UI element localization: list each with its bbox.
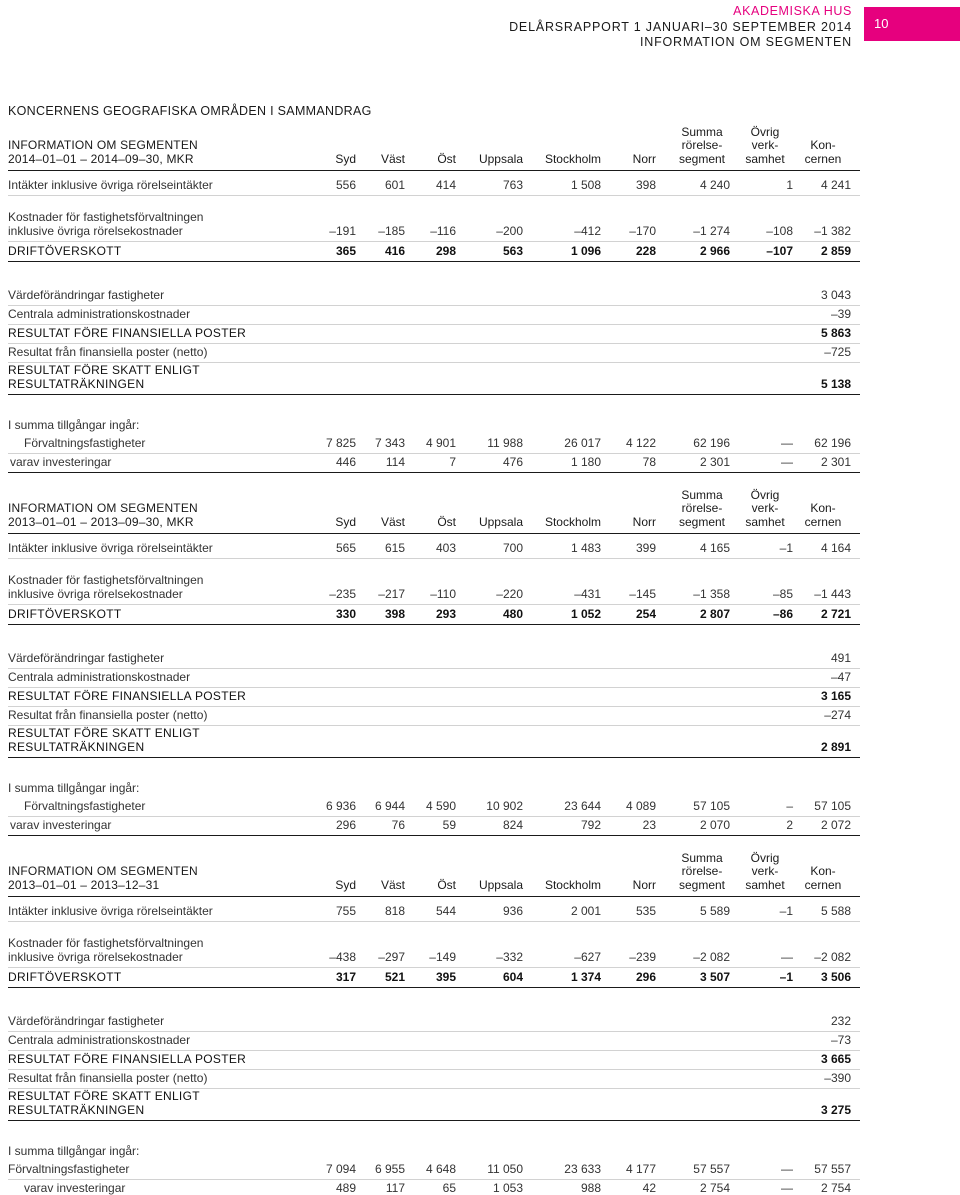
table-row-vardeforandringar: [8, 1006, 860, 1032]
table-row-summa-label: [8, 1135, 860, 1161]
cell-stockholm: –431: [574, 586, 601, 601]
cell-ovrig: —: [781, 1161, 793, 1176]
segment-table: [8, 850, 860, 1195]
cell-syd: 365: [335, 243, 356, 258]
table-row-vardeforandringar: [8, 643, 860, 669]
cell-norr: 23: [642, 817, 656, 832]
cell-summa: 4 165: [699, 540, 730, 555]
table-title-line1: INFORMATION OM SEGMENTEN: [8, 138, 198, 152]
cell-ovrig: –1: [779, 903, 793, 918]
cell-vast: 521: [384, 969, 405, 984]
cell-ost: 59: [442, 817, 456, 832]
cell-stockholm: 1 052: [570, 606, 601, 621]
row-label: varav investeringar: [10, 817, 112, 832]
section-title: INFORMATION OM SEGMENTEN: [639, 35, 852, 49]
table-row-kostnader: [8, 932, 860, 968]
column-header-koncernen: Kon- cernen: [804, 501, 842, 529]
cell-stockholm: 1 096: [570, 243, 601, 258]
column-header-summa: Summa rörelse- segment: [678, 124, 726, 166]
row-label: I summa tillgångar ingår:: [8, 417, 140, 432]
cell-summa: –1 274: [693, 223, 730, 238]
column-header-syd: Syd: [335, 151, 356, 166]
cell-norr: 398: [635, 177, 656, 192]
cell-summa: –2 082: [693, 949, 730, 964]
cell-ost: 403: [435, 540, 456, 555]
cell-norr: 4 122: [625, 435, 656, 450]
table-row-kostnader: [8, 206, 860, 242]
table-row-summa-label: [8, 772, 860, 798]
row-label: DRIFTÖVERSKOTT: [8, 243, 122, 258]
column-header-vast: Väst: [380, 514, 405, 529]
cell-ost: 544: [435, 903, 456, 918]
cell-norr: 399: [635, 540, 656, 555]
main-title: KONCERNENS GEOGRAFISKA OMRÅDEN I SAMMANDRAG: [8, 104, 372, 118]
cell-uppsala: 480: [502, 606, 523, 621]
cell-ovrig: —: [781, 1180, 793, 1195]
cell-ost: 4 648: [425, 1161, 456, 1176]
row-label: varav investeringar: [10, 454, 112, 469]
table-row-drift: [8, 968, 860, 988]
table-header: [8, 124, 860, 170]
cell-koncernen: 3 275: [820, 1102, 851, 1117]
column-header-vast: Väst: [380, 151, 405, 166]
column-header-norr: Norr: [632, 877, 656, 892]
row-label: I summa tillgångar ingår:: [8, 780, 140, 795]
cell-koncernen: 2 301: [820, 454, 851, 469]
cell-summa: 57 557: [693, 1161, 730, 1176]
column-header-uppsala: Uppsala: [478, 877, 523, 892]
cell-ovrig: –108: [766, 223, 793, 238]
cell-syd: 556: [335, 177, 356, 192]
column-header-norr: Norr: [632, 514, 656, 529]
row-label: DRIFTÖVERSKOTT: [8, 606, 122, 621]
cell-ost: 4 901: [425, 435, 456, 450]
cell-ovrig: —: [781, 949, 793, 964]
cell-koncernen: –39: [830, 306, 851, 321]
cell-koncernen: 2 721: [820, 606, 851, 621]
cell-syd: –191: [329, 223, 356, 238]
row-label: Centrala administrationskostnader: [8, 669, 191, 684]
cell-norr: 535: [635, 903, 656, 918]
row-label: RESULTAT FÖRE FINANSIELLA POSTER: [8, 1051, 247, 1066]
column-header-ost: Öst: [437, 877, 456, 892]
cell-koncernen: 5 588: [820, 903, 851, 918]
table-row-varav: [8, 817, 860, 836]
cell-norr: 296: [635, 969, 656, 984]
cell-stockholm: 2 001: [570, 903, 601, 918]
column-header-summa: Summa rörelse- segment: [678, 850, 726, 892]
row-label: varav investeringar: [24, 1180, 126, 1195]
cell-koncernen: –1 443: [814, 586, 851, 601]
page-number: 10: [864, 7, 960, 41]
column-header-uppsala: Uppsala: [478, 151, 523, 166]
cell-koncernen: 232: [830, 1013, 851, 1028]
cell-norr: 42: [642, 1180, 656, 1195]
table-row-forvaltning: [8, 1161, 860, 1180]
cell-vast: –185: [378, 223, 405, 238]
cell-summa: 2 807: [699, 606, 730, 621]
cell-vast: 615: [384, 540, 405, 555]
cell-stockholm: 1 483: [570, 540, 601, 555]
cell-vast: 601: [384, 177, 405, 192]
cell-vast: 114: [385, 454, 405, 469]
cell-syd: 446: [335, 454, 356, 469]
table-row-intakter: [8, 170, 860, 196]
cell-ovrig: —: [781, 454, 793, 469]
cell-uppsala: –220: [496, 586, 523, 601]
column-header-stockholm: Stockholm: [544, 514, 601, 529]
table-row-varav: [8, 1180, 860, 1195]
cell-uppsala: 936: [502, 903, 523, 918]
cell-stockholm: 23 633: [564, 1161, 601, 1176]
row-label: Intäkter inklusive övriga rörelseintäkter: [8, 177, 213, 192]
cell-koncernen: 2 891: [820, 739, 851, 754]
cell-uppsala: –200: [496, 223, 523, 238]
cell-norr: 254: [635, 606, 656, 621]
cell-koncernen: 3 665: [820, 1051, 851, 1066]
cell-syd: 7 825: [325, 435, 356, 450]
row-label: I summa tillgångar ingår:: [8, 1143, 140, 1158]
cell-ost: –149: [429, 949, 456, 964]
row-label: Intäkter inklusive övriga rörelseintäkter: [8, 903, 213, 918]
row-label: Centrala administrationskostnader: [8, 306, 191, 321]
org-name: AKADEMISKA HUS: [733, 4, 852, 18]
column-header-syd: Syd: [335, 877, 356, 892]
table-title-line2: 2013–01–01 – 2013–12–31: [8, 878, 160, 892]
cell-ost: –116: [430, 223, 456, 238]
cell-ovrig: –: [786, 798, 793, 813]
cell-uppsala: 11 050: [487, 1161, 523, 1176]
row-label: RESULTAT FÖRE SKATT ENLIGT RESULTATRÄKNINGEN: [8, 726, 200, 754]
cell-syd: 7 094: [325, 1161, 356, 1176]
table-title: [8, 501, 198, 529]
cell-syd: 755: [335, 903, 356, 918]
cell-summa: 2 301: [699, 454, 730, 469]
table-row-resultat-skatt: [8, 726, 860, 758]
table-row-forvaltning: [8, 435, 860, 454]
row-label: Intäkter inklusive övriga rörelseintäkter: [8, 540, 213, 555]
segment-table: [8, 487, 860, 836]
cell-summa: –1 358: [693, 586, 730, 601]
cell-koncernen: –47: [830, 669, 851, 684]
cell-uppsala: 563: [502, 243, 523, 258]
segment-table: [8, 124, 860, 473]
table-row-resultat-fin: [8, 1051, 860, 1070]
table-title: [8, 864, 198, 892]
cell-uppsala: –332: [496, 949, 523, 964]
table-row-varav: [8, 454, 860, 473]
column-header-ost: Öst: [437, 151, 456, 166]
column-header-ovrig: Övrig verk- samhet: [745, 487, 785, 529]
cell-ost: 7: [449, 454, 456, 469]
cell-uppsala: 700: [502, 540, 523, 555]
cell-koncernen: 57 105: [814, 798, 851, 813]
cell-ovrig: 2: [786, 817, 793, 832]
row-label: Förvaltningsfastigheter: [24, 798, 146, 813]
cell-summa: 4 240: [699, 177, 730, 192]
cell-ovrig: –107: [766, 243, 793, 258]
cell-ovrig: –1: [779, 540, 793, 555]
cell-koncernen: 2 072: [820, 817, 851, 832]
table-row-centrala: [8, 669, 860, 688]
cell-syd: –438: [329, 949, 356, 964]
row-label: Kostnader för fastighetsförvaltningen inklusive övriga rörelsekostnader: [8, 573, 204, 601]
cell-stockholm: 1 508: [570, 177, 601, 192]
cell-summa: 2 754: [699, 1180, 730, 1195]
cell-syd: 565: [335, 540, 356, 555]
cell-vast: 818: [384, 903, 405, 918]
table-row-kostnader: [8, 569, 860, 605]
cell-koncernen: 3 043: [820, 287, 851, 302]
cell-uppsala: 763: [502, 177, 523, 192]
row-label: RESULTAT FÖRE SKATT ENLIGT RESULTATRÄKNINGEN: [8, 1089, 200, 1117]
cell-ost: 414: [435, 177, 456, 192]
cell-vast: 6 944: [374, 798, 405, 813]
table-row-resultat-fin: [8, 325, 860, 344]
cell-koncernen: 57 557: [814, 1161, 851, 1176]
cell-uppsala: 11 988: [487, 435, 523, 450]
cell-koncernen: 62 196: [814, 435, 851, 450]
cell-ovrig: –86: [772, 606, 793, 621]
row-label: Värdeförändringar fastigheter: [8, 1013, 165, 1028]
cell-koncernen: 3 165: [820, 688, 851, 703]
cell-norr: –239: [629, 949, 656, 964]
cell-koncernen: 5 138: [820, 376, 851, 391]
cell-uppsala: 1 053: [492, 1180, 523, 1195]
cell-koncernen: 2 859: [820, 243, 851, 258]
column-header-syd: Syd: [335, 514, 356, 529]
cell-syd: 6 936: [325, 798, 356, 813]
column-header-norr: Norr: [632, 151, 656, 166]
table-title-line1: INFORMATION OM SEGMENTEN: [8, 501, 198, 515]
cell-koncernen: 491: [830, 650, 851, 665]
cell-uppsala: 604: [502, 969, 523, 984]
row-label: Resultat från finansiella poster (netto): [8, 344, 208, 359]
cell-ost: 65: [442, 1180, 456, 1195]
column-header-koncernen: Kon- cernen: [804, 138, 842, 166]
column-header-summa: Summa rörelse- segment: [678, 487, 726, 529]
cell-summa: 57 105: [693, 798, 730, 813]
cell-vast: 7 343: [374, 435, 405, 450]
row-label: Förvaltningsfastigheter: [8, 1161, 130, 1176]
table-row-forvaltning: [8, 798, 860, 817]
cell-stockholm: 26 017: [564, 435, 601, 450]
cell-koncernen: –390: [824, 1070, 851, 1085]
cell-koncernen: 4 241: [820, 177, 851, 192]
row-label: Värdeförändringar fastigheter: [8, 650, 165, 665]
column-header-ost: Öst: [437, 514, 456, 529]
cell-uppsala: 10 902: [486, 798, 523, 813]
cell-koncernen: –725: [824, 344, 851, 359]
cell-ost: 298: [435, 243, 456, 258]
cell-ost: –110: [430, 586, 456, 601]
table-row-resultat-netto: [8, 344, 860, 363]
cell-stockholm: –412: [574, 223, 601, 238]
cell-ost: 395: [435, 969, 456, 984]
row-label: RESULTAT FÖRE FINANSIELLA POSTER: [8, 688, 247, 703]
table-row-resultat-skatt: [8, 363, 860, 395]
cell-syd: –235: [329, 586, 356, 601]
cell-syd: 489: [335, 1180, 356, 1195]
cell-vast: 398: [384, 606, 405, 621]
cell-syd: 317: [335, 969, 356, 984]
cell-norr: –170: [629, 223, 656, 238]
row-label: Resultat från finansiella poster (netto): [8, 707, 208, 722]
column-header-uppsala: Uppsala: [478, 514, 523, 529]
cell-vast: 6 955: [374, 1161, 405, 1176]
cell-koncernen: 2 754: [820, 1180, 851, 1195]
cell-stockholm: 23 644: [564, 798, 601, 813]
table-row-resultat-netto: [8, 1070, 860, 1089]
cell-stockholm: –627: [574, 949, 601, 964]
cell-ovrig: 1: [786, 177, 793, 192]
table-row-centrala: [8, 306, 860, 325]
table-title-line2: 2013–01–01 – 2013–09–30, MKR: [8, 515, 194, 529]
row-label: RESULTAT FÖRE SKATT ENLIGT RESULTATRÄKNINGEN: [8, 363, 200, 391]
row-label: Förvaltningsfastigheter: [24, 435, 146, 450]
cell-norr: 4 177: [625, 1161, 656, 1176]
cell-koncernen: 3 506: [820, 969, 851, 984]
cell-ovrig: –1: [779, 969, 793, 984]
cell-summa: 3 507: [699, 969, 730, 984]
cell-stockholm: 1 180: [570, 454, 601, 469]
cell-syd: 330: [335, 606, 356, 621]
table-row-drift: [8, 605, 860, 625]
row-label: DRIFTÖVERSKOTT: [8, 969, 122, 984]
row-label: Värdeförändringar fastigheter: [8, 287, 165, 302]
table-header: [8, 850, 860, 896]
cell-ovrig: —: [781, 435, 793, 450]
cell-ost: 4 590: [425, 798, 456, 813]
table-title-line2: 2014–01–01 – 2014–09–30, MKR: [8, 152, 194, 166]
cell-ost: 293: [435, 606, 456, 621]
cell-koncernen: –73: [830, 1032, 851, 1047]
column-header-stockholm: Stockholm: [544, 877, 601, 892]
cell-syd: 296: [335, 817, 356, 832]
row-label: RESULTAT FÖRE FINANSIELLA POSTER: [8, 325, 247, 340]
cell-uppsala: 824: [502, 817, 523, 832]
table-row-resultat-fin: [8, 688, 860, 707]
table-header: [8, 487, 860, 533]
cell-summa: 2 966: [699, 243, 730, 258]
table-row-summa-label: [8, 409, 860, 435]
row-label: Centrala administrationskostnader: [8, 1032, 191, 1047]
cell-ovrig: –85: [772, 586, 793, 601]
cell-koncernen: –2 082: [814, 949, 851, 964]
table-row-intakter: [8, 533, 860, 559]
cell-koncernen: 5 863: [820, 325, 851, 340]
row-label: Resultat från finansiella poster (netto): [8, 1070, 208, 1085]
cell-vast: –297: [378, 949, 405, 964]
cell-summa: 5 589: [699, 903, 730, 918]
cell-stockholm: 988: [580, 1180, 601, 1195]
table-title-line1: INFORMATION OM SEGMENTEN: [8, 864, 198, 878]
table-row-resultat-netto: [8, 707, 860, 726]
cell-stockholm: 1 374: [570, 969, 601, 984]
cell-summa: 2 070: [699, 817, 730, 832]
report-title: DELÅRSRAPPORT 1 JANUARI–30 SEPTEMBER 2014: [509, 19, 852, 34]
cell-vast: 416: [384, 243, 405, 258]
cell-koncernen: 4 164: [820, 540, 851, 555]
row-label: Kostnader för fastighetsförvaltningen inklusive övriga rörelsekostnader: [8, 210, 204, 238]
column-header-vast: Väst: [380, 877, 405, 892]
cell-summa: 62 196: [693, 435, 730, 450]
cell-koncernen: –274: [824, 707, 851, 722]
table-row-resultat-skatt: [8, 1089, 860, 1121]
cell-norr: –145: [629, 586, 656, 601]
cell-uppsala: 476: [502, 454, 523, 469]
cell-norr: 78: [642, 454, 656, 469]
column-header-stockholm: Stockholm: [544, 151, 601, 166]
cell-vast: –217: [378, 586, 405, 601]
cell-koncernen: –1 382: [814, 223, 851, 238]
cell-norr: 228: [635, 243, 656, 258]
table-title: [8, 138, 198, 166]
row-label: Kostnader för fastighetsförvaltningen inklusive övriga rörelsekostnader: [8, 936, 204, 964]
cell-norr: 4 089: [625, 798, 656, 813]
page-header: [509, 4, 852, 51]
column-header-koncernen: Kon- cernen: [804, 864, 842, 892]
column-header-ovrig: Övrig verk- samhet: [745, 850, 785, 892]
cell-vast: 117: [385, 1180, 405, 1195]
column-header-ovrig: Övrig verk- samhet: [745, 124, 785, 166]
table-row-vardeforandringar: [8, 280, 860, 306]
cell-stockholm: 792: [580, 817, 601, 832]
cell-vast: 76: [391, 817, 405, 832]
table-row-centrala: [8, 1032, 860, 1051]
table-row-intakter: [8, 896, 860, 922]
table-row-drift: [8, 242, 860, 262]
